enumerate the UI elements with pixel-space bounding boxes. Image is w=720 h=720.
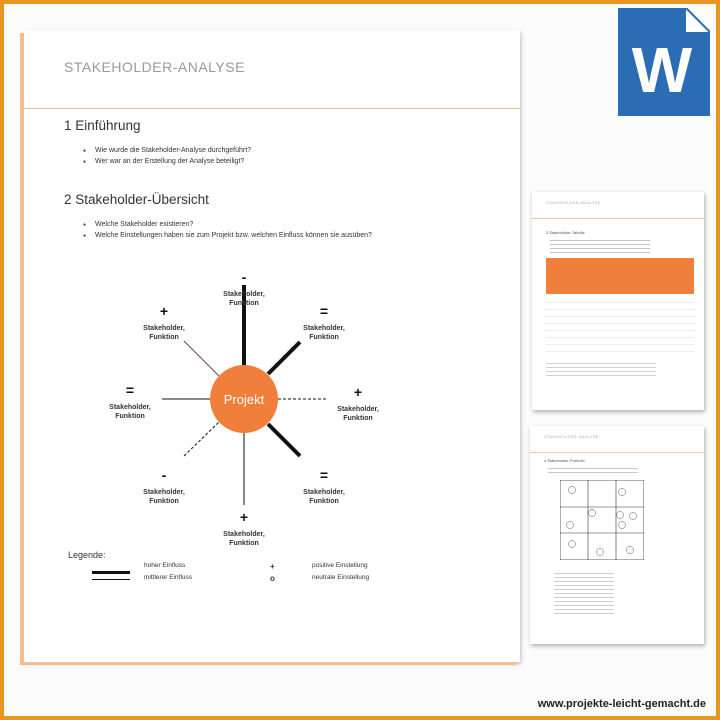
attitude-sign: +: [159, 303, 169, 319]
thumbnail-page-table: [532, 192, 704, 410]
legend-neutral-label: neutrale Einstellung: [312, 574, 370, 581]
stakeholder-label: Stakeholder,: [223, 291, 265, 298]
thumbnail-heading: 4 Stakeholder-Portfolio: [544, 458, 585, 463]
stakeholder-node-top-right: [303, 303, 345, 341]
stakeholder-node-left: [109, 382, 151, 420]
stakeholder-function: Funktion: [149, 334, 179, 341]
legend-title: Legende:: [68, 550, 106, 560]
page-header: [24, 30, 520, 109]
stakeholder-label: Stakeholder,: [303, 325, 345, 332]
influence-line-dashed: [184, 422, 219, 456]
legend-high-label: hoher Einfluss: [144, 562, 186, 569]
stakeholder-node-top-left: [143, 303, 185, 341]
text-lines: [550, 238, 650, 254]
stakeholder-label: Stakeholder,: [337, 406, 379, 413]
table-body-lines: [546, 296, 694, 356]
legend-line-medium: [92, 579, 130, 580]
bullet-item: ● Welche Stakeholder existieren?: [95, 221, 193, 228]
influence-line-high: [268, 342, 300, 374]
stakeholder-node-right: [337, 384, 379, 422]
svg-text:W: W: [631, 34, 693, 106]
thumbnail-title: STAKEHOLDER-ANALYSE: [546, 200, 601, 205]
header-rule: [532, 218, 704, 219]
stakeholder-marker: [569, 541, 576, 548]
attitude-sign: +: [239, 509, 249, 525]
stakeholder-label: Stakeholder,: [143, 489, 185, 496]
stakeholder-label: Stakeholder,: [303, 489, 345, 496]
section-heading-overview: 2 Stakeholder-Übersicht: [64, 192, 209, 207]
stakeholder-marker: [569, 487, 576, 494]
stakeholder-label: Stakeholder,: [143, 325, 185, 332]
stakeholder-label: Stakeholder,: [109, 404, 151, 411]
thumbnail-title: STAKEHOLDER-ANALYSE: [544, 434, 599, 439]
thumbnail-heading: 3 Stakeholder-Tabelle: [546, 230, 585, 235]
influence-line-low: [184, 341, 219, 376]
header-rule: [530, 452, 704, 453]
stakeholder-node-bottom: [223, 509, 265, 547]
website-url: www.projekte-leicht-gemacht.de: [537, 698, 706, 710]
stakeholder-marker: [627, 547, 634, 554]
legend-medium-label: mittlerer Einfluss: [144, 574, 193, 581]
influence-line-high: [268, 424, 300, 456]
portfolio-grid: [560, 480, 644, 560]
legend-lines: [546, 360, 656, 378]
bullet-item: ● Wie wurde die Stakeholder-Analyse durchgeführt?: [95, 147, 251, 154]
attitude-sign: -: [241, 269, 247, 285]
table-header-orange: [546, 258, 694, 294]
stakeholder-label: Stakeholder,: [223, 531, 265, 538]
stakeholder-marker: [630, 513, 637, 520]
stakeholder-function: Funktion: [309, 334, 339, 341]
attitude-sign: =: [125, 382, 135, 398]
project-label: Projekt: [223, 392, 265, 407]
stakeholder-marker: [597, 549, 604, 556]
legend-positive-label: positive Einstellung: [312, 562, 368, 569]
legend-positive-symbol: +: [270, 562, 275, 571]
legend-lines: [554, 570, 614, 614]
bullet-item: ● Wer war an der Erstellung der Analyse beteiligt?: [95, 158, 244, 165]
stakeholder-diagram: [24, 260, 520, 550]
word-document-icon: [618, 8, 710, 116]
stakeholder-function: Funktion: [343, 415, 373, 422]
stakeholder-marker: [567, 522, 574, 529]
stakeholder-function: Funktion: [229, 540, 259, 547]
stakeholder-function: Funktion: [115, 413, 145, 420]
attitude-sign: +: [353, 384, 363, 400]
stakeholder-function: Funktion: [309, 498, 339, 505]
stakeholder-marker: [589, 510, 596, 517]
stakeholder-node-bottom-right: [303, 467, 345, 505]
bullet-item: ● Welche Einstellungen haben sie zum Projekt bzw. welchen Einfluss können sie ausüben?: [95, 232, 372, 239]
stakeholder-marker: [619, 522, 626, 529]
thumbnail-page-portfolio: [530, 426, 704, 644]
text-lines: [548, 466, 638, 474]
document-title: STAKEHOLDER-ANALYSE: [64, 59, 245, 75]
stakeholder-marker: [617, 512, 624, 519]
document-page-1: [24, 30, 520, 662]
stakeholder-marker: [619, 489, 626, 496]
legend-neutral-symbol: o: [270, 574, 275, 583]
stakeholder-function: Funktion: [149, 498, 179, 505]
attitude-sign: -: [161, 467, 167, 483]
attitude-sign: =: [319, 303, 329, 319]
section-heading-introduction: 1 Einführung: [64, 118, 141, 133]
stakeholder-node-bottom-left: [143, 467, 185, 505]
stakeholder-function: Funktion: [229, 300, 259, 307]
attitude-sign: =: [319, 467, 329, 483]
legend-line-high: [92, 571, 130, 574]
